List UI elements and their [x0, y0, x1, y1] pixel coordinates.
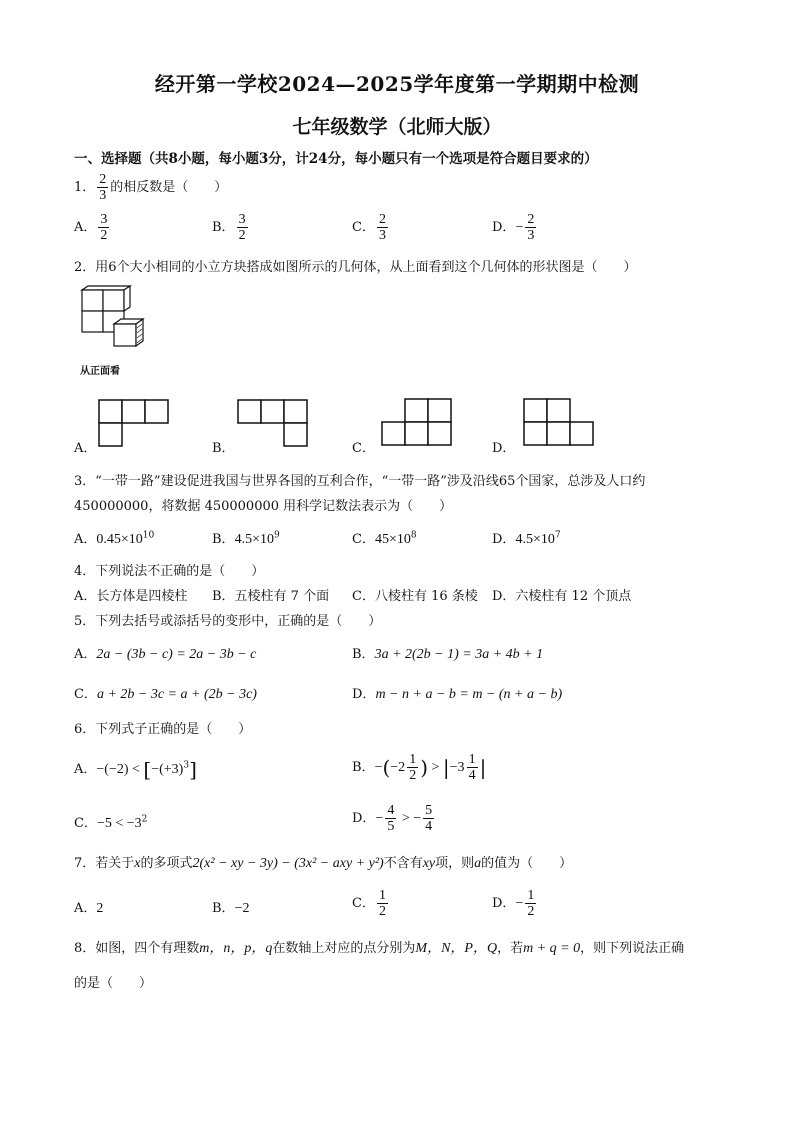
- option-b[interactable]: B．3a + 2(2b − 1) = 3a + 4b + 1: [352, 647, 544, 662]
- fraction: $\frac{2}{3}$: [527, 212, 535, 243]
- question-4-stem: 4．下列说法不正确的是（ ）: [74, 564, 265, 579]
- option-c[interactable]: C． $\frac{2}{3}$: [352, 212, 386, 243]
- section-heading: 一、选择题（共8小题，每小题3分，计24分，每小题只有一个选项是符合题目要求的）: [74, 151, 598, 167]
- option-a[interactable]: A．2: [74, 901, 104, 916]
- option-a[interactable]: A．$0.45\times 10^{10}$: [74, 530, 155, 547]
- option-d[interactable]: D．$4.5\times 10^7$: [492, 530, 561, 547]
- option-c[interactable]: C． $\frac{1}{2}$: [352, 888, 386, 919]
- question-number: 1．: [74, 180, 96, 195]
- question-6-stem: 6．下列式子正确的是（ ）: [74, 722, 252, 737]
- option-c[interactable]: C．a + 2b − 3c = a + (2b − 3c): [74, 687, 257, 702]
- option-c[interactable]: C．$45\times 10^8$: [352, 530, 417, 547]
- option-b[interactable]: B．−2: [212, 901, 250, 916]
- question-2-stem: 2．用6个大小相同的小立方块搭成如图所示的几何体，从上面看到这个几何体的形状图是（ ）: [74, 260, 637, 275]
- figure-caption: 从正面看: [80, 366, 120, 377]
- option-b[interactable]: B． $\frac{3}{2}$: [212, 212, 246, 243]
- option-b[interactable]: B．五棱柱有 7 个面: [212, 589, 330, 604]
- option-d[interactable]: D．− $\frac{2}{3}$: [492, 212, 535, 243]
- option-b-top-view: [236, 398, 308, 448]
- fraction: $\frac{2}{3}$: [99, 172, 107, 203]
- fraction: $\frac{3}{2}$: [100, 212, 108, 243]
- fraction: $\frac{2}{3}$: [378, 212, 386, 243]
- page-title: 经开第一学校2024—2025学年度第一学期期中检测: [154, 72, 640, 96]
- option-b[interactable]: B．−(−2 $\frac{1}{2}$ ) > |−3 $\frac{1}{4}$ |: [352, 752, 487, 783]
- question-7-stem: 7．若关于x的多项式2(x² − xy − 3y) − (3x² − axy + y²)不含有xy项，则a的值为（ ）: [74, 856, 573, 871]
- question-8-line-1: 8．如图，四个有理数m，n，p，q在数轴上对应的点分别为M，N，P，Q，若m + q = 0，则下列说法正确: [74, 941, 685, 956]
- option-a[interactable]: A．2a − (3b − c) = 2a − 3b − c: [74, 647, 257, 662]
- question-1-stem: 1． $\frac{2}{3}$ 的相反数是（ ）: [74, 172, 228, 203]
- option-c[interactable]: C．: [352, 441, 375, 456]
- question-8-line-2: 的是（ ）: [74, 976, 153, 991]
- fraction: $\frac{3}{2}$: [238, 212, 246, 243]
- option-a[interactable]: A．$-(-2) < [-(+3)^3]$: [74, 757, 197, 782]
- option-b[interactable]: B．$4.5\times 10^9$: [212, 530, 280, 547]
- option-d-top-view: [522, 397, 594, 447]
- option-d[interactable]: D．: [492, 441, 516, 456]
- option-c[interactable]: C．$-5 < -3^2$: [74, 814, 148, 831]
- page-subtitle: 七年级数学（北师大版）: [292, 116, 502, 138]
- option-a[interactable]: A． $\frac{3}{2}$: [74, 212, 108, 243]
- option-c-top-view: [380, 397, 452, 447]
- option-a[interactable]: A．: [74, 441, 97, 456]
- option-a[interactable]: A．长方体是四棱柱: [74, 589, 188, 604]
- question-3-line-2: 450000000，将数据 450000000 用科学记数法表示为（ ）: [74, 499, 453, 514]
- option-d[interactable]: D．− $\frac{4}{5}$ > − $\frac{5}{4}$: [352, 803, 433, 834]
- question-5-stem: 5．下列去括号或添括号的变形中，正确的是（ ）: [74, 614, 382, 629]
- question-3-line-1: 3．“一带一路”建设促进我国与世界各国的互利合作，“一带一路”涉及沿线65个国家，总涉及人口约: [74, 474, 646, 489]
- option-b[interactable]: B．: [212, 441, 235, 456]
- option-c[interactable]: C．八棱柱有 16 条棱: [352, 589, 478, 604]
- option-d[interactable]: D．− $\frac{1}{2}$: [492, 888, 535, 919]
- option-d[interactable]: D．m − n + a − b = m − (n + a − b): [352, 687, 563, 702]
- option-d[interactable]: D．六棱柱有 12 个顶点: [492, 589, 632, 604]
- option-a-top-view: [97, 398, 169, 448]
